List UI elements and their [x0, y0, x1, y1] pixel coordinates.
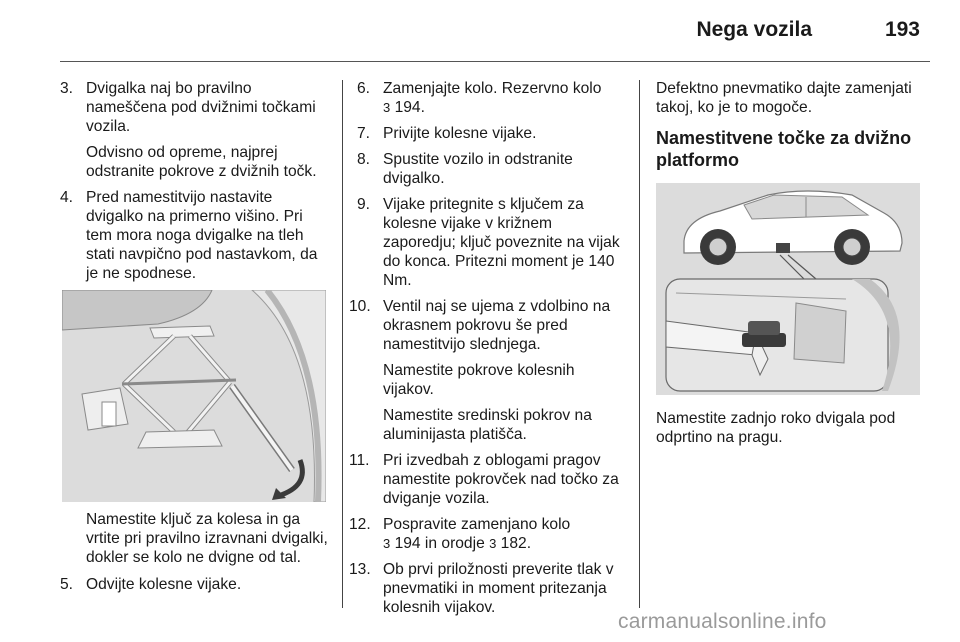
header-rule [60, 61, 930, 62]
step-number: 4. [60, 189, 74, 206]
step-text: Ventil naj se ujema z vdolbino na okrasnem pokrovu še pred namestitvijo slednjega. [383, 298, 611, 353]
page-number: 193 [884, 18, 920, 41]
step-text: Dvigalka naj bo pravilno nameščena pod dvižnimi točkami vozila. [86, 80, 316, 135]
step-text: Pri izvedbah z oblogami pragov namestite pokrovček nad točko za dviganje vozila. [383, 452, 619, 507]
step-text: Zamenjajte kolo. Rezervno kolo [383, 80, 602, 97]
reference-arrow-icon: 3 [489, 536, 497, 551]
intro-text: Defektno pnevmatiko dajte zamenjati takoj, ko je to mogoče. [656, 80, 912, 116]
step-4 [60, 188, 330, 283]
reference-arrow-icon: 3 [383, 536, 391, 551]
step-9 [357, 195, 629, 290]
step-subtext: Namestite pokrove kolesnih vijakov. [383, 362, 575, 398]
step-12 [349, 515, 629, 553]
step-number: 13. [349, 561, 371, 578]
step-text: Odvijte kolesne vijake. [86, 576, 242, 593]
step-text: Vijake pritegnite s ključem za kolesne vijake v križnem zaporedju; ključ poveznite na vijak do konca. Pritezni moment je 140 Nm. [383, 196, 620, 289]
column-divider-1 [342, 80, 343, 608]
step-7 [357, 124, 629, 143]
step-number: 8. [357, 151, 371, 168]
step-number: 5. [60, 576, 74, 593]
step-3 [60, 79, 330, 181]
lift-points-illustration [656, 183, 920, 395]
step-6 [357, 79, 629, 117]
column-divider-2 [639, 80, 640, 608]
reference-page: 194 in orodje [394, 535, 485, 552]
reference-arrow-icon: 3 [383, 100, 391, 115]
watermark: carmanualsonline.info [618, 610, 827, 633]
jack-illustration [62, 290, 326, 502]
step-8 [357, 150, 629, 188]
step-text: Ob prvi priložnosti preverite tlak v pnevmatiki in moment pritezanja kolesnih vijakov. [383, 561, 614, 616]
step-13 [349, 560, 629, 617]
page-header [60, 0, 930, 62]
step-number: 9. [357, 196, 371, 213]
column-2 [349, 79, 629, 624]
step-number: 3. [60, 80, 74, 97]
column-3 [656, 79, 926, 447]
subsection-heading: Namestitvene točke za dvižno platformo [656, 128, 912, 170]
step-number: 6. [357, 80, 371, 97]
step-5 [60, 575, 330, 594]
step-subtext: Odvisno od opreme, najprej odstranite pokrove z dvižnih točk. [86, 144, 317, 180]
step-number: 11. [349, 452, 370, 469]
step-text: Pred namestitvijo nastavite dvigalko na primerno višino. Pri tem mora noga dvigalke na tleh stati navpično pod nastavkom, da je ne spodnese. [86, 189, 318, 282]
step-number: 10. [349, 298, 371, 315]
step-number: 7. [357, 125, 371, 142]
step-text: Privijte kolesne vijake. [383, 125, 537, 142]
step-text: Spustite vozilo in odstranite dvigalko. [383, 151, 573, 187]
column-1 [60, 79, 330, 601]
figure-caption: Namestite zadnjo roko dvigala pod odprtino na pragu. [656, 410, 896, 446]
step-11 [349, 451, 629, 508]
reference-page: 182. [500, 535, 532, 552]
section-title: Nega vozila [696, 18, 812, 41]
step-subtext: Namestite sredinski pokrov na aluminijasta platišča. [383, 407, 592, 443]
figure-caption: Namestite ključ za kolesa in ga vrtite pri pravilno izravnani dvigalki, dokler se kolo ne dvigne od tal. [86, 511, 328, 566]
step-number: 12. [349, 516, 371, 533]
step-10 [349, 297, 629, 444]
step-text: Pospravite zamenjano kolo [383, 516, 571, 533]
reference-page: 194. [394, 99, 425, 116]
